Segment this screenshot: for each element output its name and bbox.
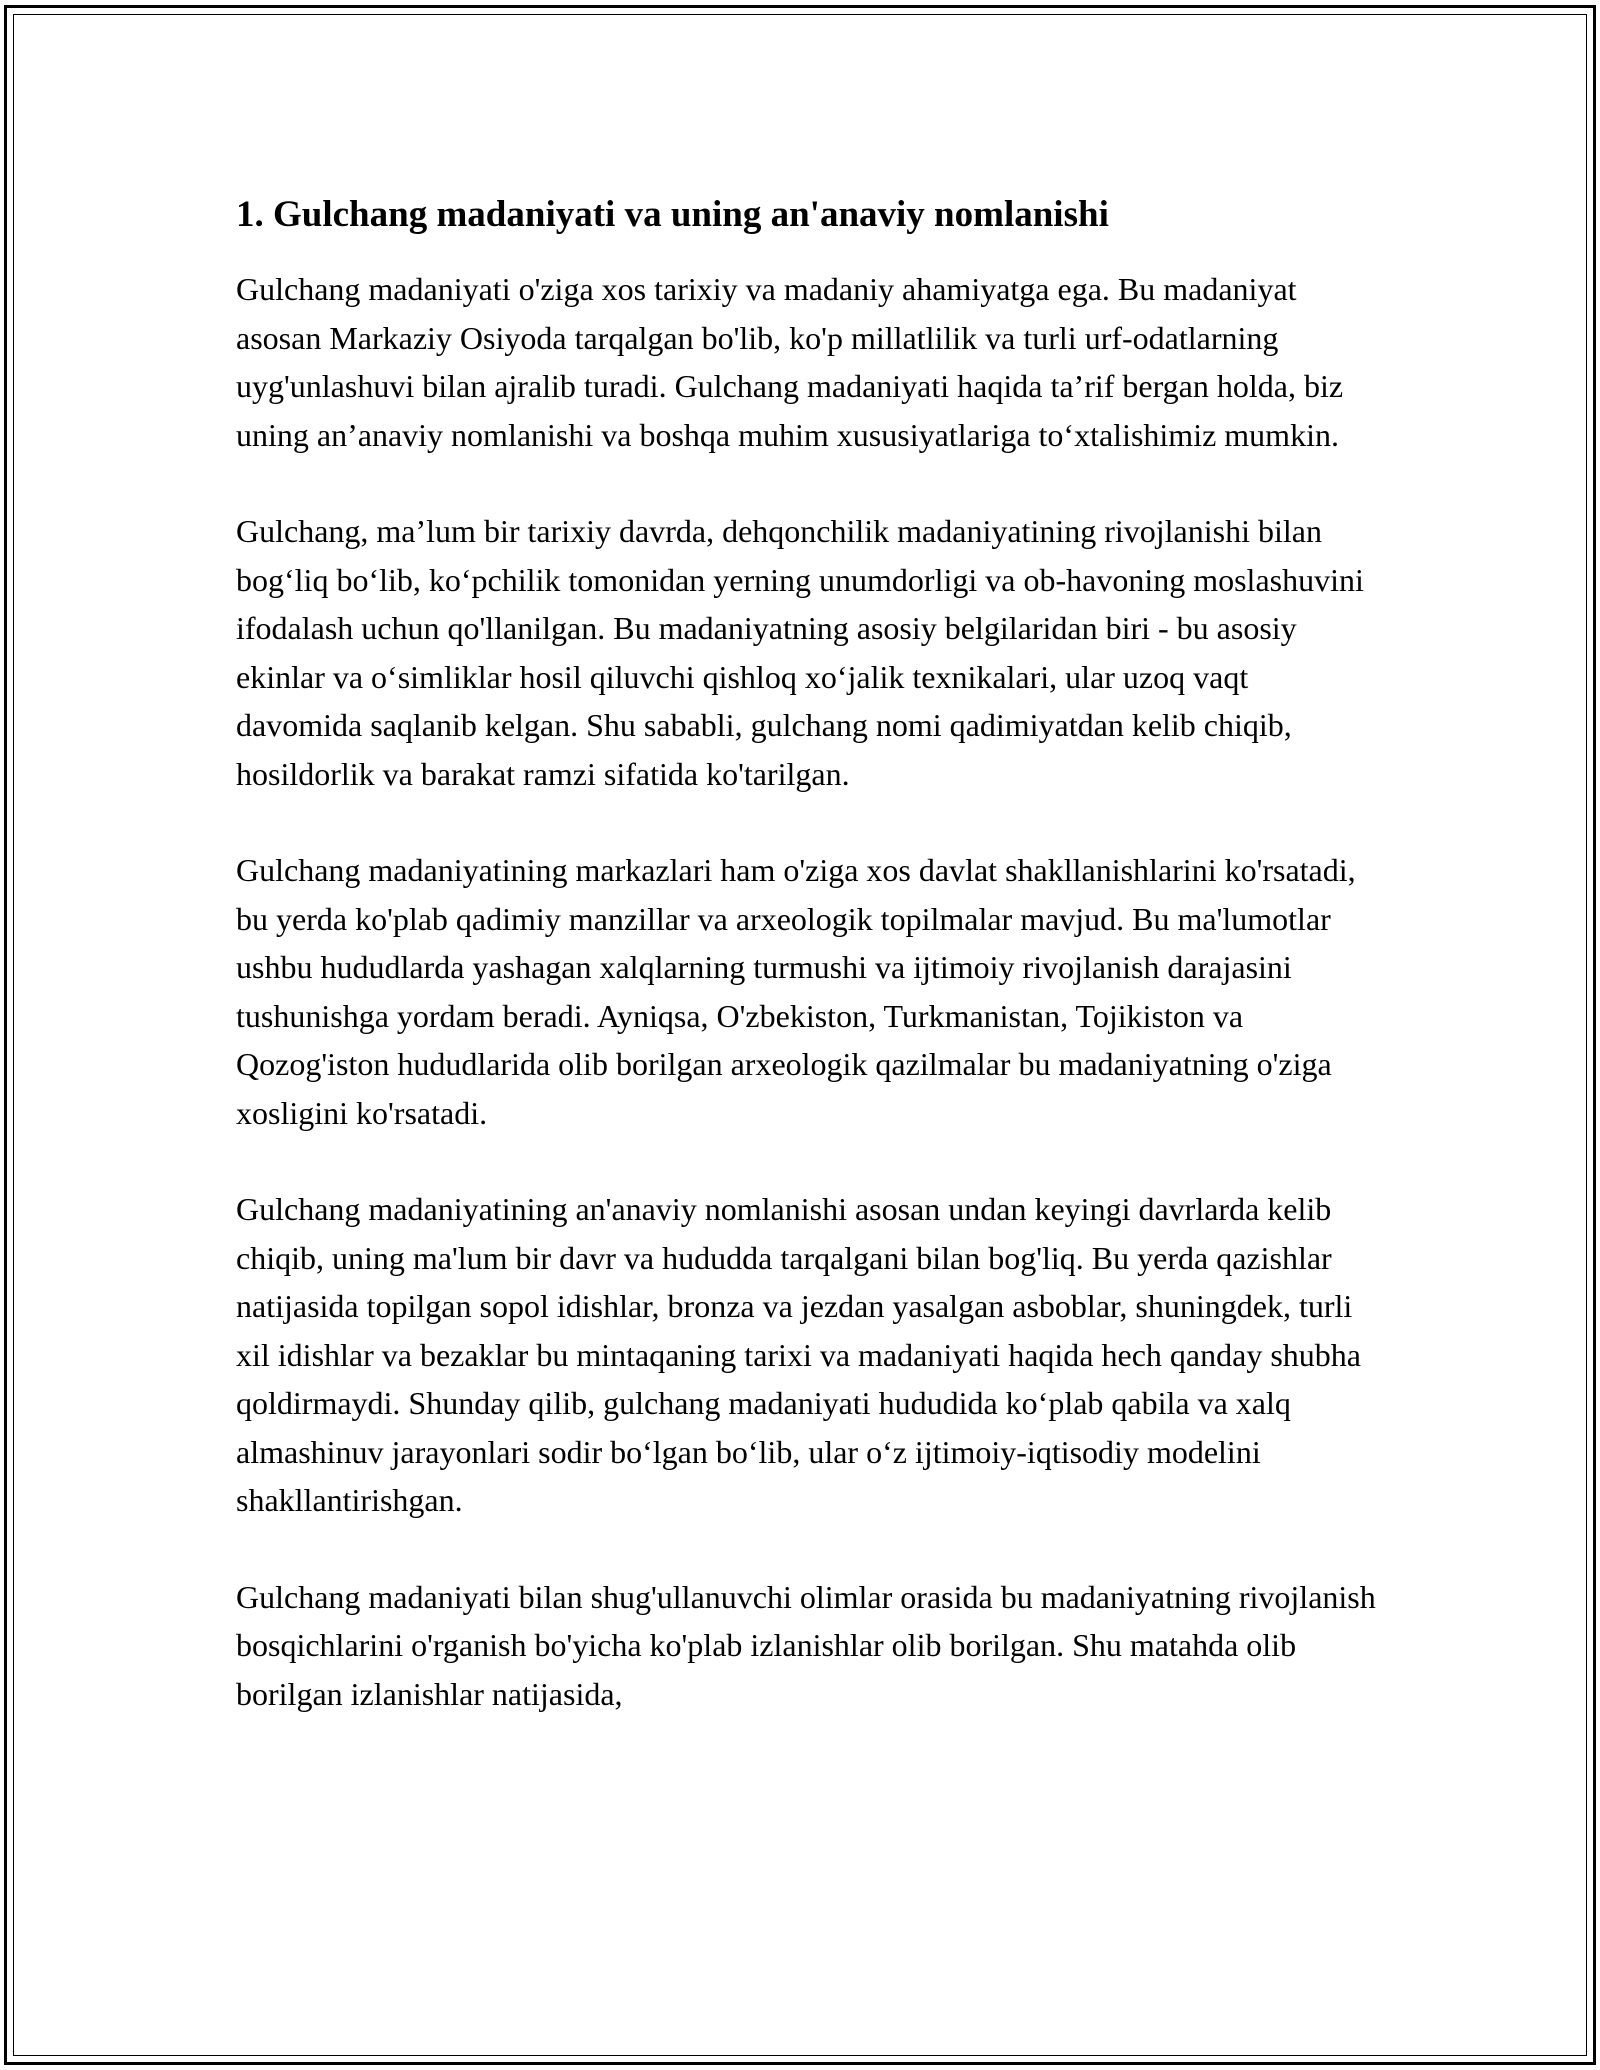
paragraph-4: Gulchang madaniyatining an'anaviy nomlanishi asosan undan keyingi davrlarda kelib chiqib, uning ma'lum bir davr va hududda tarqalgani bilan bog'liq. Bu yerda qazishlar natijasida topilgan sopol idishlar, bronza va jezdan yasalgan asboblar, shuningdek, turli xil idishlar va bezaklar bu mintaqaning tarixi va madaniyati haqida hech qanday shubha qoldirmaydi. Shunday qilib, gulchang madaniyati hududida ko‘plab qabila va xalq almashinuv jarayonlari sodir bo‘lgan bo‘lib, ular o‘z ijtimoiy-iqtisodiy modelini shakllantirishgan. [236,1191,1361,1518]
document-body [236,187,1376,1718]
paragraph-2: Gulchang, ma’lum bir tarixiy davrda, dehqonchilik madaniyatining rivojlanishi bilan bog‘liq bo‘lib, ko‘pchilik tomonidan yerning unumdorligi va ob-havoning moslashuvini ifodalash uchun qo'llanilgan. Bu madaniyatning asosiy belgilaridan biri - bu asosiy ekinlar va o‘simliklar hosil qiluvchi qishloq xo‘jalik texnikalari, ular uzoq vaqt davomida saqlanib kelgan. Shu sababli, gulchang nomi qadimiyatdan kelib chiqib, hosildorlik va barakat ramzi sifatida ko'tarilgan. [236,513,1364,792]
paragraph-1: Gulchang madaniyati o'ziga xos tarixiy va madaniy ahamiyatga ega. Bu madaniyat asosan Markaziy Osiyoda tarqalgan bo'lib, ko'p millatlilik va turli urf-odatlarning uyg'unlashuvi bilan ajralib turadi. Gulchang madaniyati haqida ta’rif bergan holda, biz uning an’anaviy nomlanishi va boshqa muhim xususiyatlariga to‘xtalishimiz mumkin. [236,271,1344,453]
paragraph-5: Gulchang madaniyati bilan shug'ullanuvchi olimlar orasida bu madaniyatning rivojlanish bosqichlarini o'rganish bo'yicha ko'plab izlanishlar olib borilgan. Shu matahda olib borilgan izlanishlar natijasida, [236,1578,1376,1712]
paragraph-3: Gulchang madaniyatining markazlari ham o'ziga xos davlat shakllanishlarini ko'rsatadi, bu yerda ko'plab qadimiy manzillar va arxeologik topilmalar mavjud. Bu ma'lumotlar ushbu hududlarda yashagan xalqlarning turmushi va ijtimoiy rivojlanish darajasini tushunishga yordam beradi. Ayniqsa, O'zbekiston, Turkmanistan, Tojikiston va Qozog'iston hududlarida olib borilgan arxeologik qazilmalar bu madaniyatning o'ziga xosligini ko'rsatadi. [236,852,1356,1131]
section-title: 1. Gulchang madaniyati va uning an'anaviy nomlanishi [236,194,1109,235]
